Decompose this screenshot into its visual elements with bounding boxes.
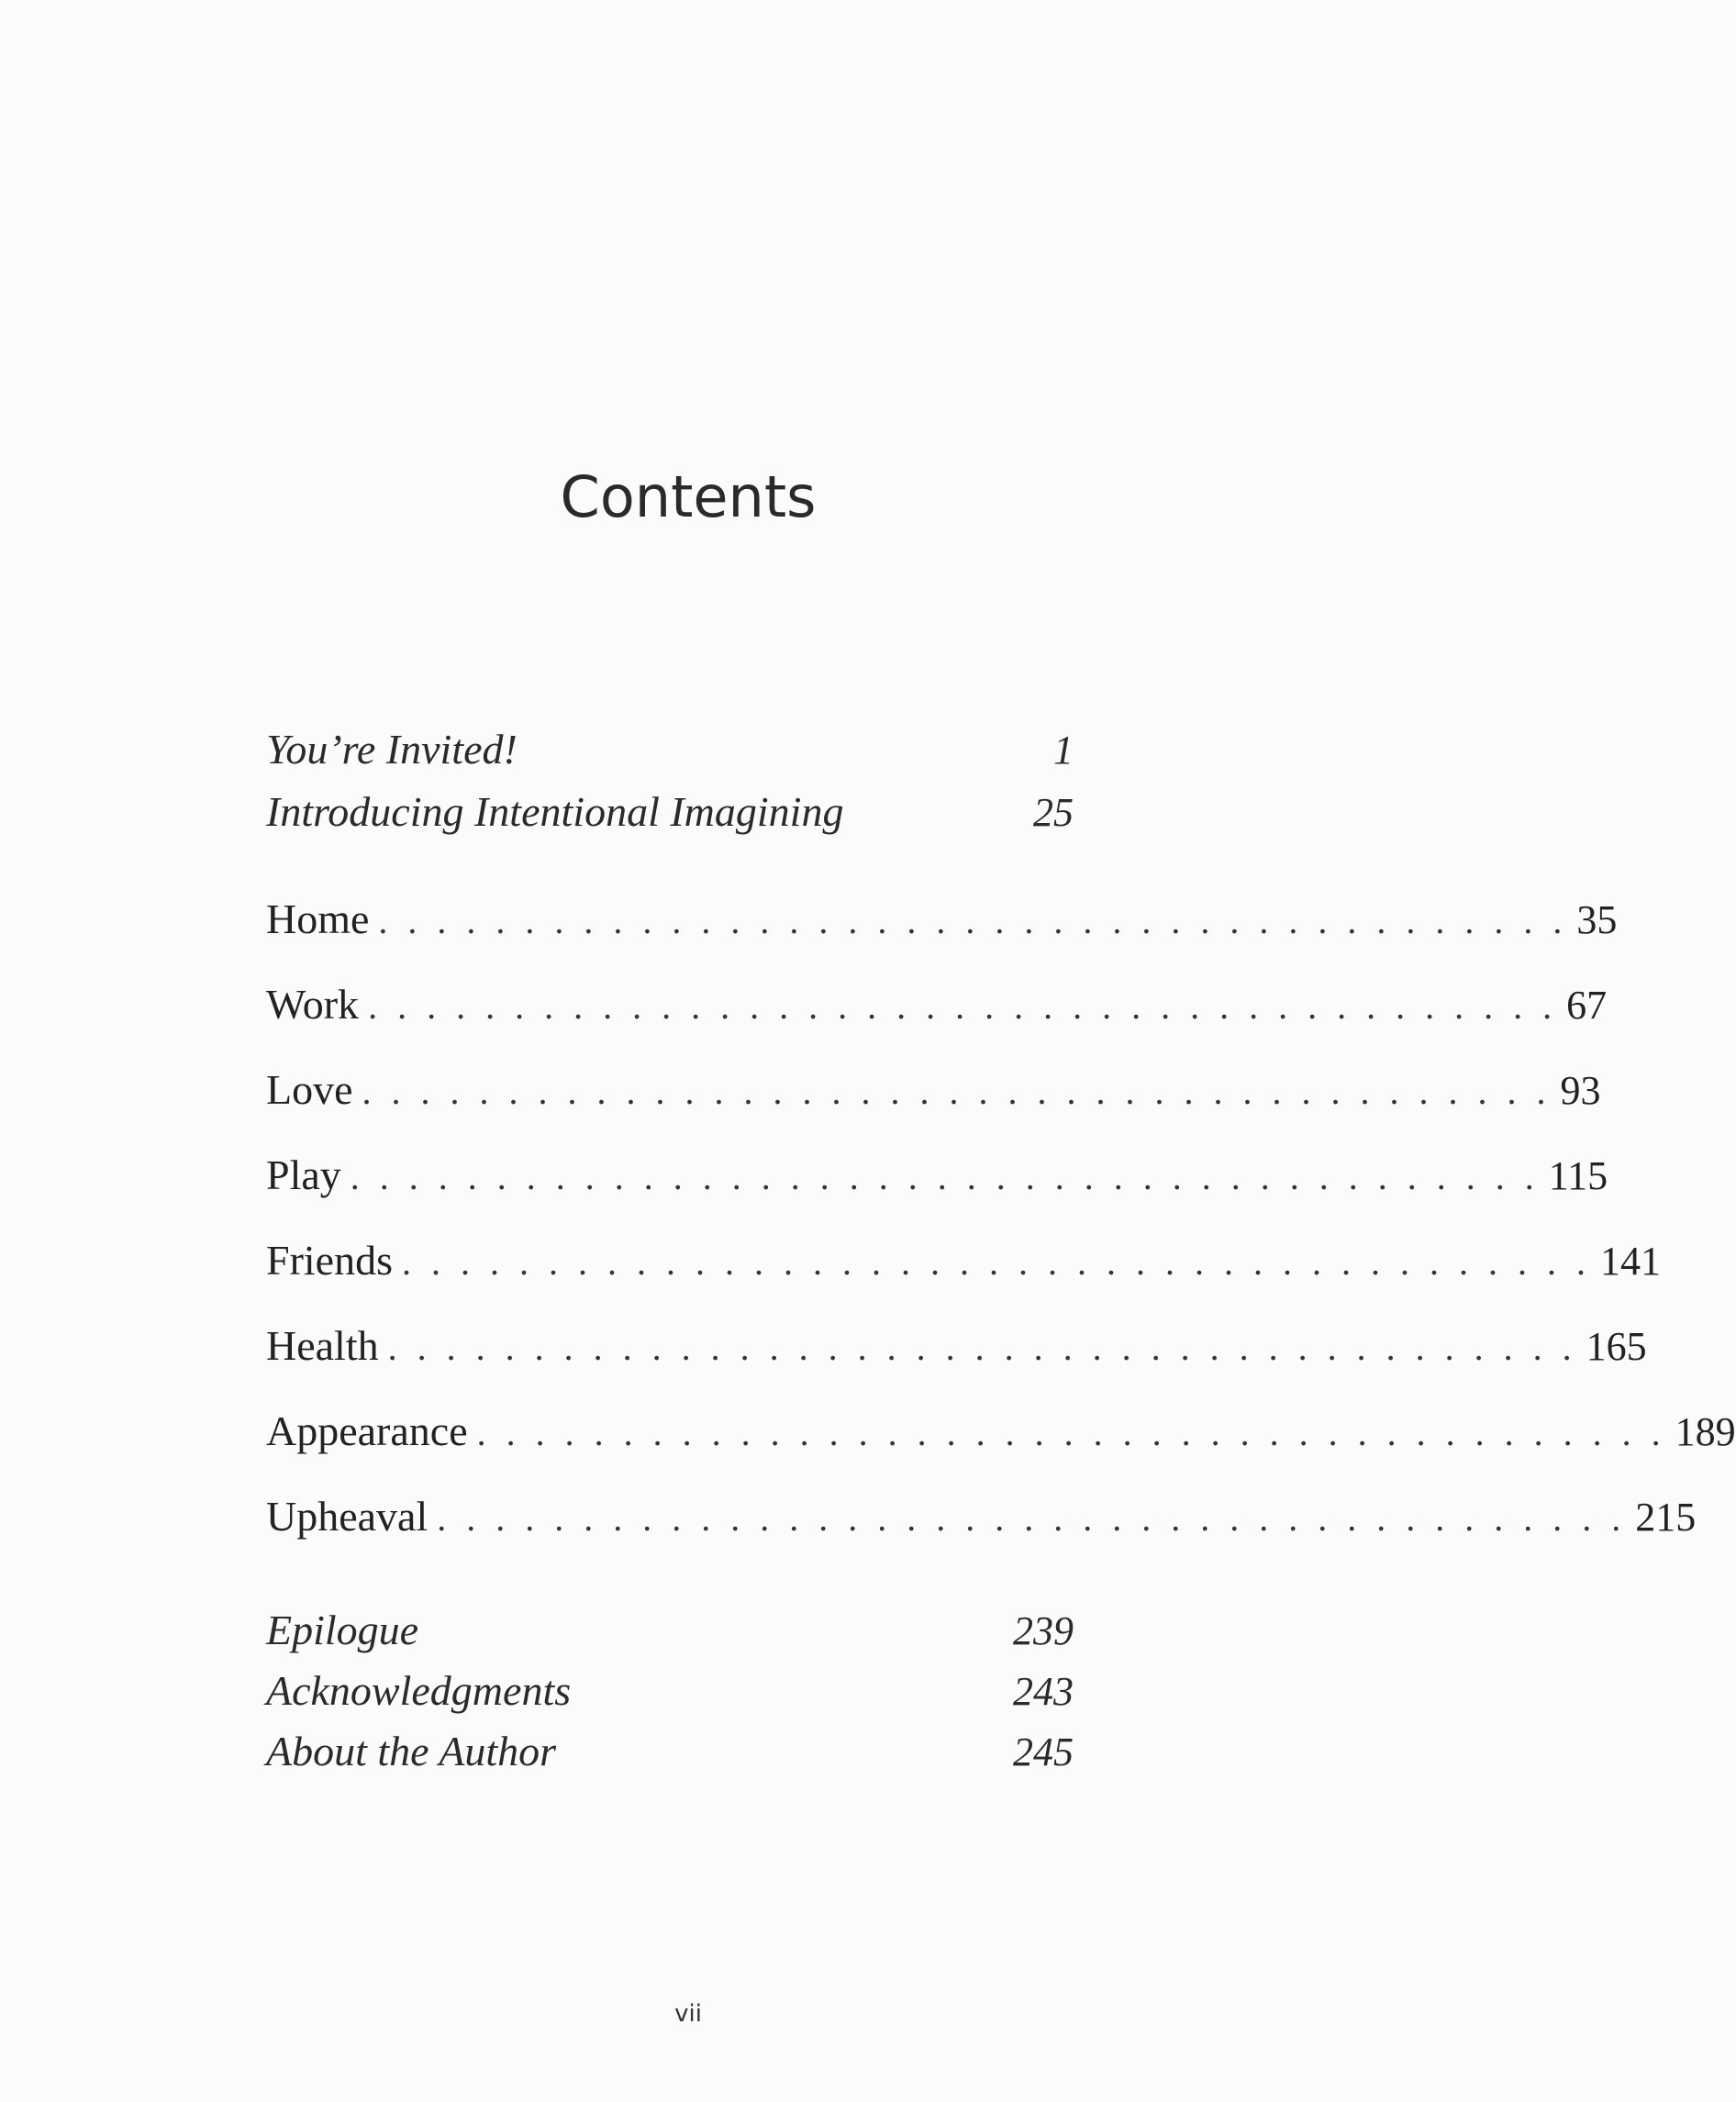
toc-entry-back — [266, 1727, 1074, 1775]
toc-entry-page: 239 — [1013, 1608, 1074, 1653]
toc-entry-chapter — [266, 1321, 1647, 1370]
toc-entry-chapter — [266, 980, 1608, 1029]
toc-entry-page: 189 — [1675, 1409, 1736, 1454]
toc-entry-title: Play — [266, 1151, 341, 1198]
page-title: Contents — [560, 463, 817, 530]
dot-leader: . . . . . . . . . . . . . . . . . . . . . . . . . . . . . . . . . . . . . . . . . — [362, 1071, 1552, 1112]
toc-entry-page: 215 — [1635, 1495, 1697, 1540]
dot-leader: . . . . . . . . . . . . . . . . . . . . . . . . . . . . . . . . . . . . . . . . . — [378, 900, 1568, 941]
toc-entry-title: Acknowledgments — [266, 1667, 572, 1714]
toc-entry-chapter — [266, 895, 1618, 943]
toc-entry-page: 1 — [1053, 728, 1074, 773]
dot-leader: . . . . . . . . . . . . . . . . . . . . . . . . . . . . . . . . . . . . . . . . . — [437, 1497, 1627, 1539]
toc-entry-page: 93 — [1560, 1068, 1601, 1113]
toc-entry-title: You’re Invited! — [266, 726, 517, 773]
toc-entry-chapter — [266, 1236, 1661, 1285]
toc-entry-title: Love — [266, 1066, 353, 1113]
dot-leader: . . . . . . . . . . . . . . . . . . . . . . . . . . . . . . . . . . . . . . . . . — [476, 1412, 1666, 1453]
dot-leader: . . . . . . . . . . . . . . . . . . . . . . . . . . . . . . . . . . . . . . . . . — [350, 1156, 1540, 1197]
dot-leader: . . . . . . . . . . . . . . . . . . . . . . . . . . . . . . . . . . . . . . . . . — [368, 985, 1558, 1027]
toc-entry-page: 25 — [1033, 790, 1074, 835]
toc-entry-title: Introducing Intentional Imagining — [266, 788, 844, 835]
toc-entry-chapter — [266, 1151, 1608, 1199]
toc-entry-title: Work — [266, 981, 360, 1028]
toc-entry-back — [266, 1606, 1074, 1654]
page-number: vii — [674, 2000, 702, 2028]
toc-entry-chapter — [266, 1407, 1736, 1455]
toc-entry-title: About the Author — [266, 1728, 557, 1774]
toc-entry-title: Appearance — [266, 1407, 468, 1454]
toc-entry-title: Health — [266, 1322, 379, 1369]
toc-entry-page: 67 — [1566, 983, 1608, 1028]
toc-entry-page: 243 — [1013, 1669, 1074, 1714]
toc-entry-title: Epilogue — [266, 1607, 419, 1653]
toc-entry-page: 35 — [1576, 897, 1618, 942]
toc-entry-page: 141 — [1600, 1239, 1661, 1284]
toc-entry-back — [266, 1666, 1074, 1715]
toc-entry-title: Home — [266, 895, 370, 942]
dot-leader: . . . . . . . . . . . . . . . . . . . . . . . . . . . . . . . . . . . . . . . . . — [402, 1241, 1591, 1283]
toc-entry-chapter — [266, 1492, 1697, 1540]
toc-entry-page: 165 — [1586, 1324, 1647, 1369]
toc-entry-title: Upheaval — [266, 1493, 428, 1540]
toc-entry-chapter — [266, 1065, 1601, 1114]
toc-entry-front — [266, 725, 1074, 773]
toc-entry-page: 115 — [1548, 1153, 1608, 1198]
toc-entry-title: Friends — [266, 1237, 393, 1284]
toc-entry-page: 245 — [1013, 1729, 1074, 1774]
dot-leader: . . . . . . . . . . . . . . . . . . . . . . . . . . . . . . . . . . . . . . . . . — [387, 1327, 1577, 1368]
toc-entry-front — [266, 787, 1074, 836]
